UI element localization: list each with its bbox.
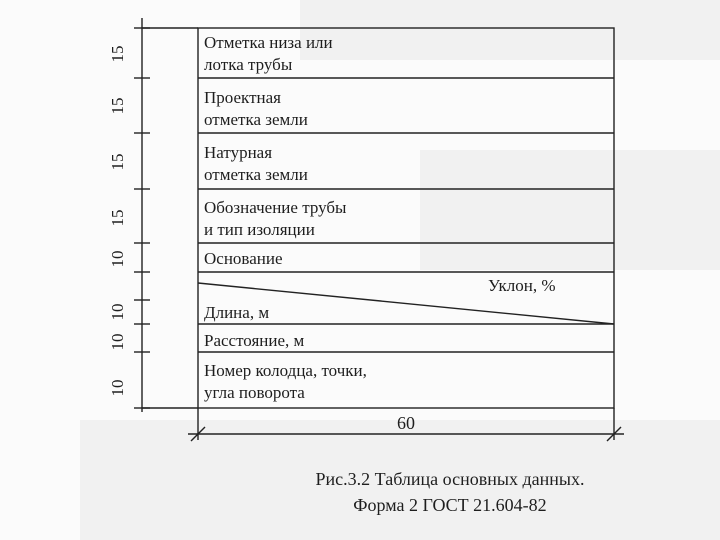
row-height-label: 15 <box>108 45 127 63</box>
caption-line-1: Рис.3.2 Таблица основных данных. <box>315 469 585 489</box>
row-label-natural-ground-elevation: Натурная отметка земли <box>204 143 308 184</box>
row-label-well-number: Номер колодца, точки, угла поворота <box>204 361 367 402</box>
row-height-label: 10 <box>108 303 127 321</box>
row-label-bottom-elevation: Отметка низа или лотка трубы <box>204 33 333 74</box>
row-label-distance: Расстояние, м <box>204 331 305 350</box>
row-height-label: 10 <box>108 333 127 351</box>
row-height-label: 10 <box>108 379 127 397</box>
table-width-label: 60 <box>397 413 415 433</box>
row-label-pipe-designation: Обозначение трубы и тип изоляции <box>204 198 347 239</box>
row-height-label: 15 <box>108 209 127 227</box>
row-height-label: 10 <box>108 250 127 268</box>
row-label-design-ground-elevation: Проектная отметка земли <box>204 88 308 129</box>
row-height-label: 15 <box>108 97 127 115</box>
caption-line-2: Форма 2 ГОСТ 21.604-82 <box>353 495 547 515</box>
slope-label: Уклон, % <box>488 276 556 295</box>
figure-caption <box>240 466 660 518</box>
row-label-foundation: Основание <box>204 249 283 268</box>
row-height-label: 15 <box>108 153 127 171</box>
row-label-length: Длина, м <box>204 303 270 322</box>
